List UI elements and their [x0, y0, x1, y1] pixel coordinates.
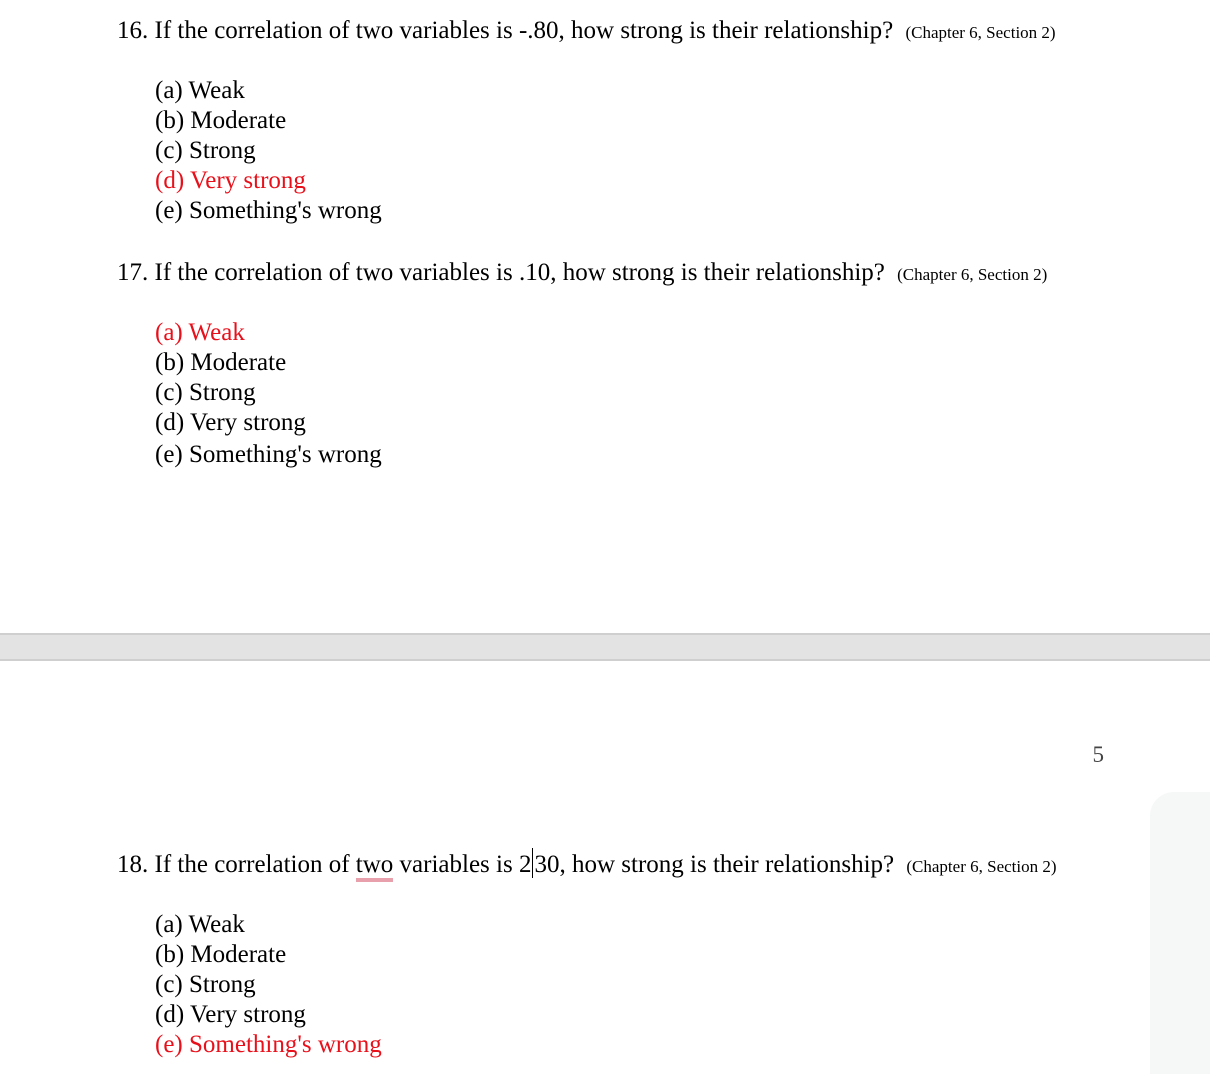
chapter-reference: (Chapter 6, Section 2) [897, 265, 1048, 284]
question-text-after: 30, how strong is their relationship? [534, 851, 895, 878]
page-number: 5 [1092, 742, 1104, 767]
option-c: (c) Strong [155, 379, 256, 406]
option-d-correct: (d) Very strong [155, 167, 306, 194]
option-e: (e) Something's wrong [155, 197, 382, 224]
option-a: (a) Weak [155, 911, 245, 938]
options-16 [155, 76, 382, 226]
question-17 [117, 258, 1047, 290]
options-18 [155, 910, 382, 1060]
question-text-mid: variables is 2 [399, 851, 532, 878]
side-panel [1150, 792, 1210, 1074]
option-d: (d) Very strong [155, 1001, 306, 1028]
option-e: (e) Something's wrong [155, 441, 382, 468]
question-text-before: If the correlation of [154, 851, 350, 878]
question-number: 17. [117, 259, 149, 286]
question-18[interactable] [117, 848, 1057, 882]
option-b: (b) Moderate [155, 349, 287, 376]
option-b: (b) Moderate [155, 107, 287, 134]
chapter-reference: (Chapter 6, Section 2) [905, 23, 1056, 42]
question-number: 18. [117, 851, 149, 878]
option-c: (c) Strong [155, 971, 256, 998]
option-e-correct: (e) Something's wrong [155, 1031, 382, 1058]
question-text: If the correlation of two variables is -.80, how strong is their relationship? [154, 17, 894, 44]
option-b: (b) Moderate [155, 941, 287, 968]
option-c: (c) Strong [155, 137, 256, 164]
option-a: (a) Weak [155, 77, 245, 104]
question-number: 16. [117, 17, 149, 44]
options-17 [155, 318, 382, 470]
page-break-gap [0, 633, 1210, 661]
question-16 [117, 16, 1056, 48]
question-text: If the correlation of two variables is .10, how strong is their relationship? [154, 259, 885, 286]
chapter-reference: (Chapter 6, Section 2) [906, 857, 1057, 876]
option-a-correct: (a) Weak [155, 319, 245, 346]
option-d: (d) Very strong [155, 409, 306, 436]
spelling-flagged-word[interactable]: two [356, 851, 394, 882]
